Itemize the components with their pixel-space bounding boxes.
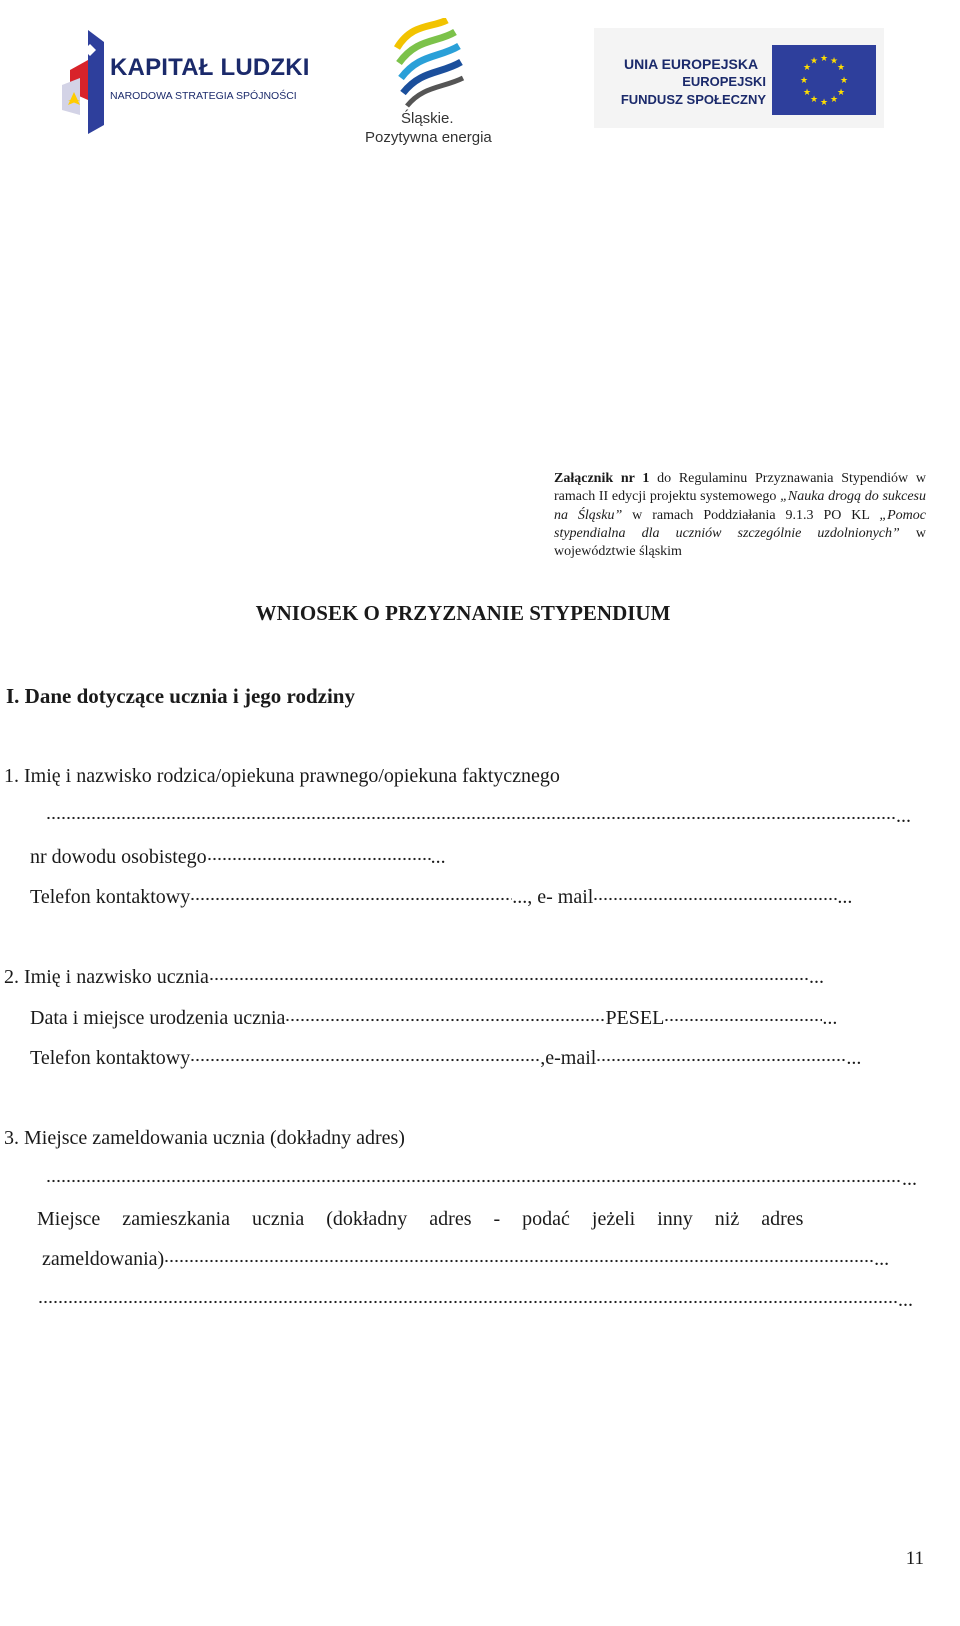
question-3-label: 3. Miejsce zameldowania ucznia (dokładny adres) bbox=[4, 1127, 405, 1149]
email-field[interactable] bbox=[593, 897, 837, 901]
id-number-label: nr dowodu osobistego bbox=[30, 846, 207, 868]
residence-address-field-2[interactable] bbox=[38, 1288, 913, 1312]
eu-logo bbox=[594, 28, 884, 128]
field-end: ... bbox=[902, 1168, 917, 1190]
annex-note bbox=[554, 470, 926, 561]
slaskie-logo bbox=[365, 18, 505, 146]
field-end: ... bbox=[898, 1289, 913, 1311]
id-number-field[interactable] bbox=[30, 845, 446, 869]
kapital-ludzki-emblem-icon bbox=[60, 30, 112, 135]
field-end: ... bbox=[846, 1047, 862, 1069]
dotted-fill bbox=[209, 977, 809, 981]
field-end: ... bbox=[808, 966, 824, 988]
birth-label: Data i miejsce urodzenia ucznia bbox=[30, 1007, 286, 1029]
svg-text:★: ★ bbox=[809, 56, 819, 67]
eu-line-3: FUNDUSZ SPOŁECZNY bbox=[620, 92, 766, 107]
parent-name-field[interactable] bbox=[46, 804, 911, 828]
dotted-fill bbox=[164, 1259, 874, 1263]
pesel-label: PESEL bbox=[605, 1007, 665, 1029]
student-contact-row bbox=[30, 1046, 861, 1070]
email-label: ,e-mail bbox=[540, 1047, 597, 1069]
field-end: ... bbox=[896, 805, 911, 827]
email-field[interactable] bbox=[596, 1058, 846, 1062]
question-1-label: 1. Imię i nazwisko rodzica/opiekuna prawnego/opiekuna faktycznego bbox=[4, 765, 560, 787]
annex-text-1: do Regulaminu Przyznawania Stypendiów w ramach II edycji projektu systemowego bbox=[554, 471, 926, 505]
document-title: WNIOSEK O PRZYZNANIE STYPENDIUM bbox=[255, 601, 671, 625]
kapital-ludzki-subtitle: NARODOWA STRATEGIA SPÓJNOŚCI bbox=[110, 90, 297, 102]
registered-address-field[interactable] bbox=[46, 1167, 917, 1191]
dotted-fill bbox=[207, 857, 431, 861]
kapital-ludzki-logo bbox=[60, 30, 310, 140]
kapital-ludzki-title: KAPITAŁ LUDZKI bbox=[110, 54, 310, 81]
field-end: ..., bbox=[512, 886, 533, 908]
residence-label-1: Miejsce zamieszkania ucznia (dokładny adres - podać jeżeli inny niż adres bbox=[37, 1208, 804, 1230]
annex-italic-1: „Nauka drogą do sukcesu na Śląsku” bbox=[554, 489, 926, 523]
eu-flag-icon bbox=[772, 45, 876, 115]
residence-address-field[interactable] bbox=[42, 1247, 889, 1271]
svg-text:★: ★ bbox=[819, 98, 829, 108]
slaskie-name: Śląskie. bbox=[401, 110, 454, 127]
annex-text-2: w ramach Poddziałania 9.1.3 PO KL bbox=[622, 507, 880, 523]
phone-field[interactable] bbox=[190, 897, 512, 901]
question-2-label: 2. Imię i nazwisko ucznia bbox=[4, 966, 209, 988]
dotted-fill bbox=[46, 1179, 902, 1183]
slaskie-waves-icon bbox=[387, 18, 467, 108]
dotted-fill bbox=[46, 816, 896, 820]
pesel-field[interactable] bbox=[664, 1018, 822, 1022]
dotted-fill bbox=[38, 1300, 898, 1304]
eu-line-2: EUROPEJSKI bbox=[682, 74, 766, 89]
svg-text:★: ★ bbox=[802, 63, 812, 73]
annex-text-3: w województwie śląskim bbox=[554, 525, 926, 560]
field-end: ... bbox=[822, 1007, 838, 1029]
student-name-field[interactable] bbox=[4, 965, 824, 989]
slaskie-tagline: Pozytywna energia bbox=[365, 129, 492, 146]
annex-italic-2: „Pomoc stypendialna dla uczniów szczególnie uzdolnionych” bbox=[554, 507, 927, 541]
svg-text:★: ★ bbox=[819, 54, 829, 64]
student-birth-row bbox=[30, 1006, 837, 1030]
svg-text:★: ★ bbox=[839, 76, 849, 86]
svg-text:★: ★ bbox=[836, 63, 846, 73]
phone-label: Telefon kontaktowy bbox=[30, 1047, 191, 1069]
svg-text:★: ★ bbox=[799, 76, 809, 86]
svg-text:★: ★ bbox=[802, 88, 812, 98]
parent-contact-row bbox=[30, 885, 852, 909]
field-end: ... bbox=[837, 886, 853, 908]
page-number: 11 bbox=[905, 1548, 924, 1569]
eu-line-1: UNIA EUROPEJSKA bbox=[624, 56, 759, 72]
section-title: I. Dane dotyczące ucznia i jego rodziny bbox=[6, 684, 355, 708]
svg-text:★: ★ bbox=[836, 88, 846, 98]
svg-text:★: ★ bbox=[829, 56, 839, 67]
svg-text:★: ★ bbox=[809, 95, 819, 105]
email-label: e- mail bbox=[537, 886, 594, 908]
svg-text:★: ★ bbox=[829, 95, 839, 105]
field-end: ... bbox=[430, 846, 446, 868]
annex-bold: Załącznik nr 1 bbox=[554, 471, 650, 486]
birth-field[interactable] bbox=[285, 1018, 605, 1022]
residence-label-2: zameldowania) bbox=[42, 1248, 165, 1270]
field-end: ... bbox=[874, 1248, 890, 1270]
phone-field[interactable] bbox=[190, 1058, 540, 1062]
phone-label: Telefon kontaktowy bbox=[30, 886, 191, 908]
